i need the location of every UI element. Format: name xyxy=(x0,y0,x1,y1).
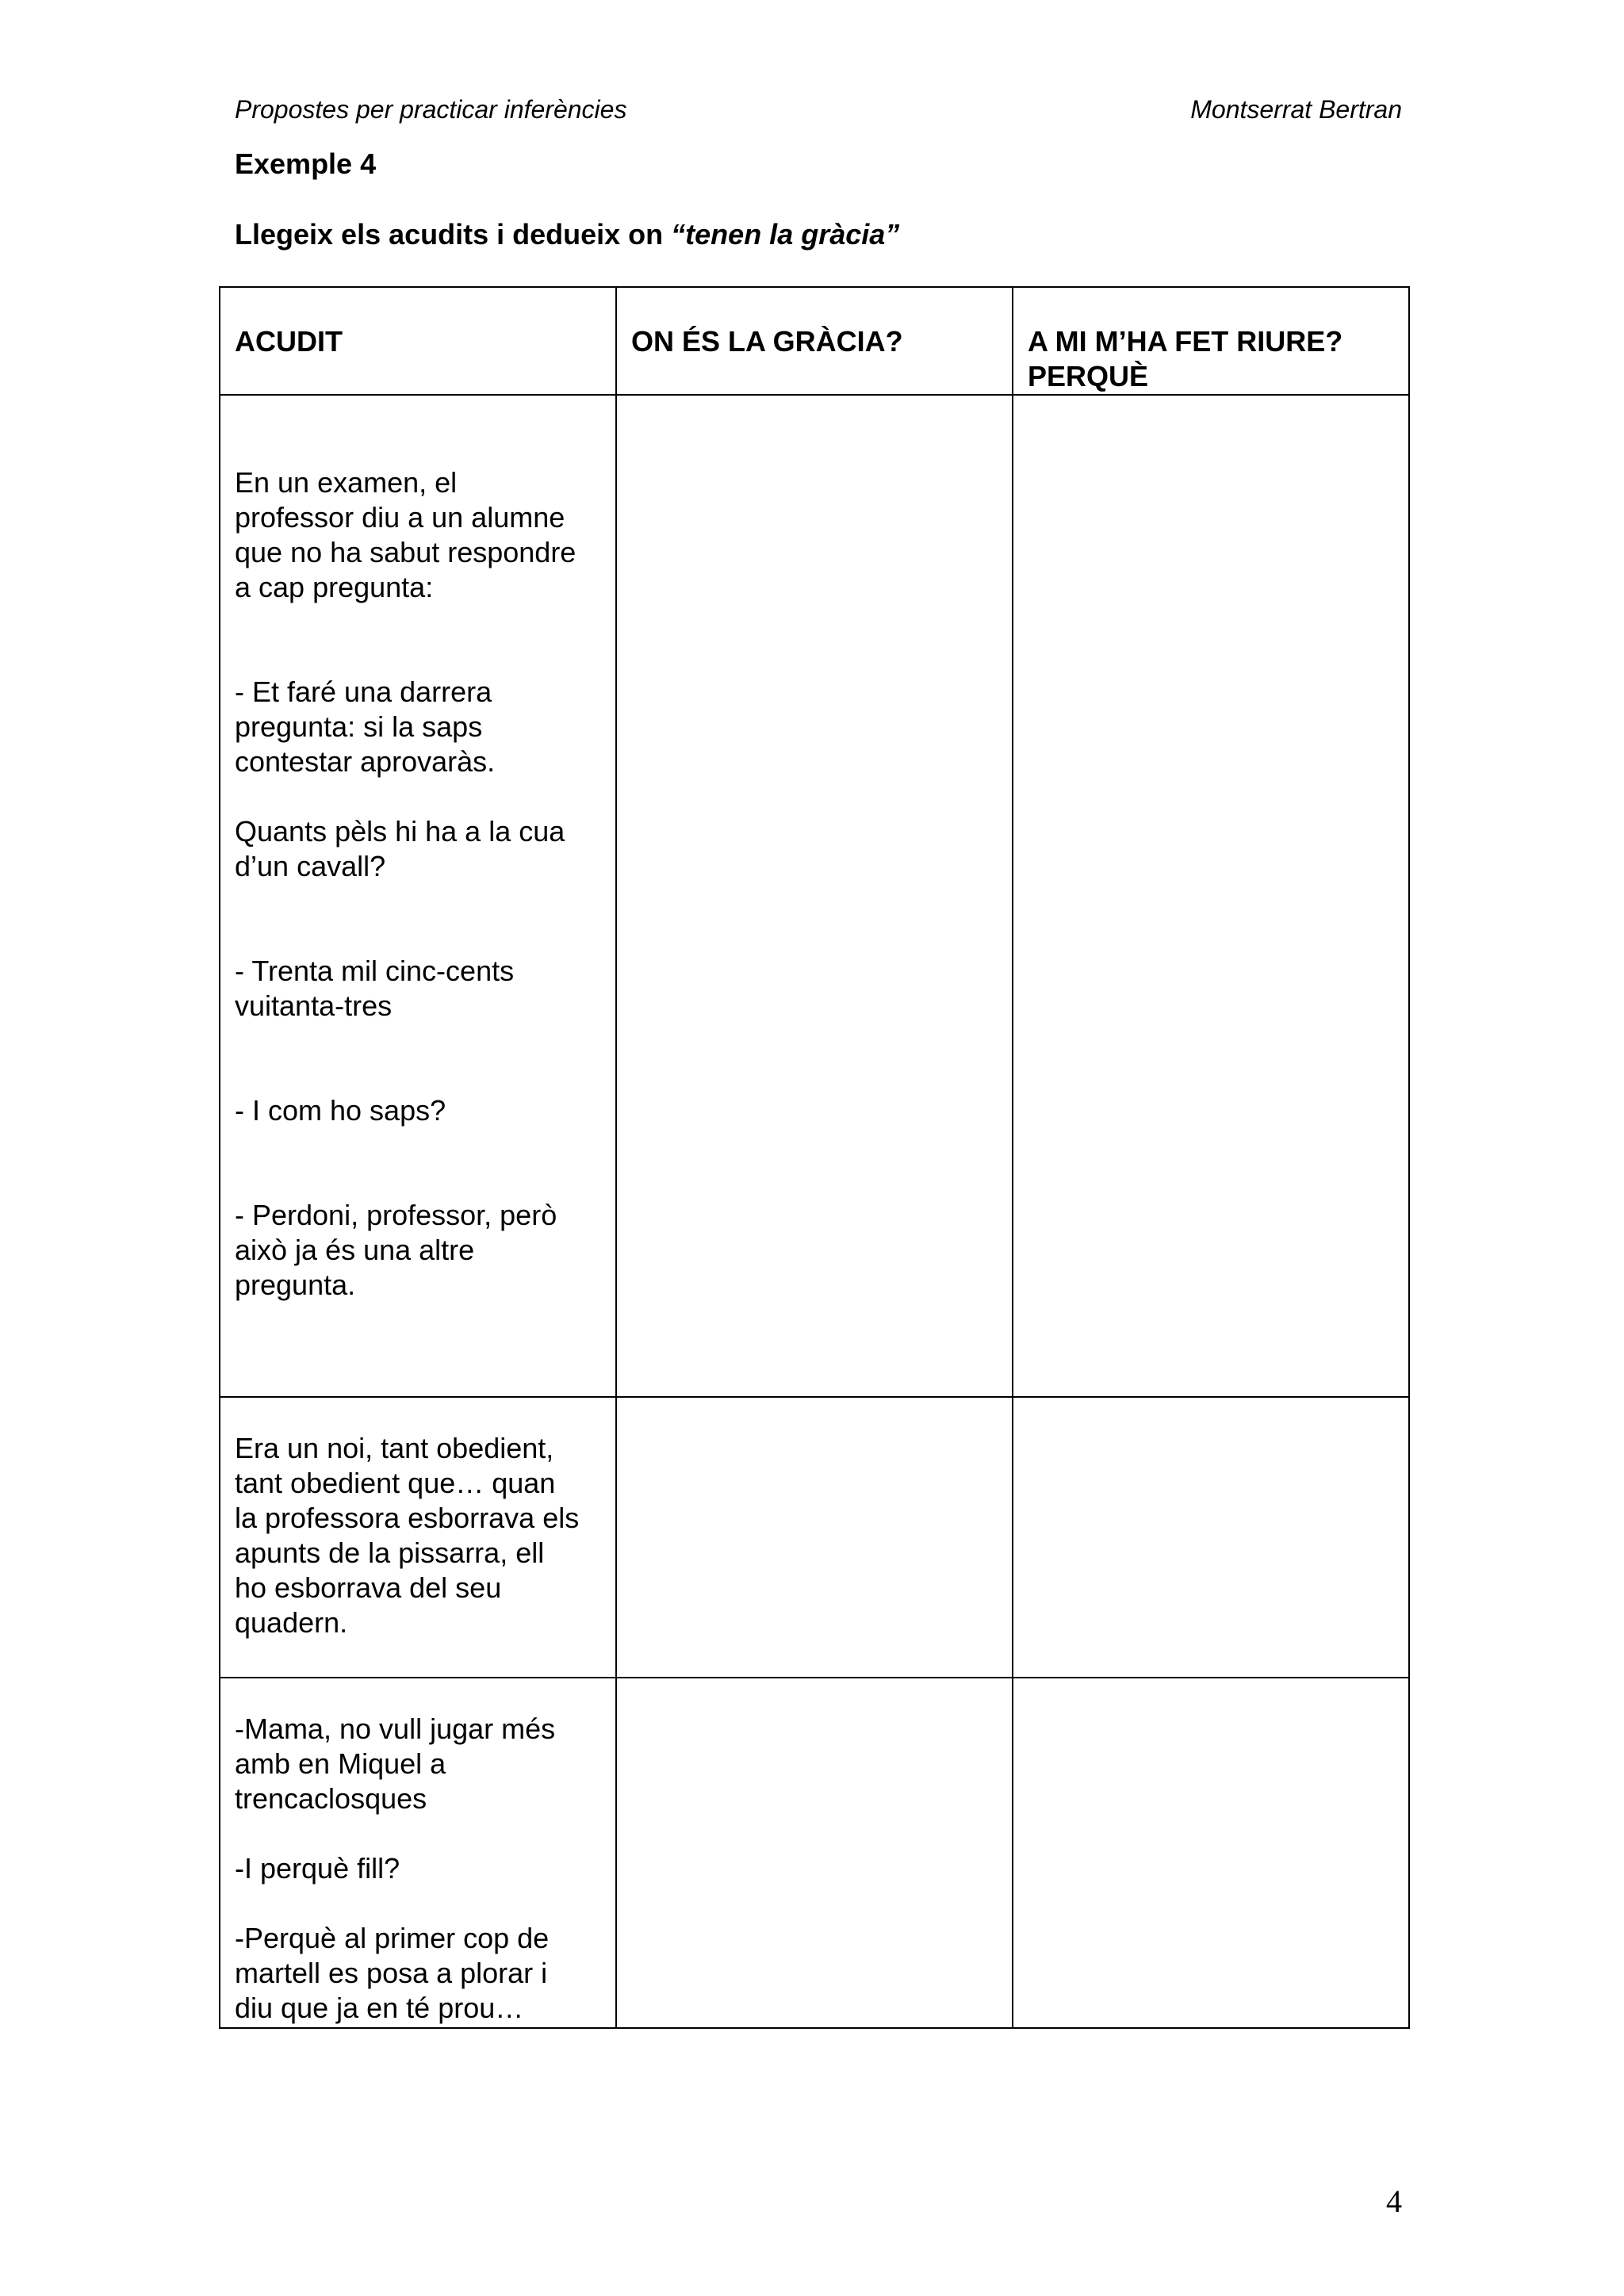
laugh-answer-cell[interactable] xyxy=(1013,1397,1409,1678)
document-header-title: Propostes per practicar inferències xyxy=(235,95,627,124)
joke-cell xyxy=(220,395,616,1397)
instruction-emphasis: “tenen la gràcia” xyxy=(671,218,900,251)
joke-cell xyxy=(220,1397,616,1678)
table-row xyxy=(220,395,1409,1397)
joke-text: -Mama, no vull jugar més amb en Miquel a trencaclosques -I perquè fill? -Perquè al primer cop de martell es posa a plorar i diu que ja en té prou… xyxy=(235,1712,556,2024)
page-number: 4 xyxy=(1386,2183,1402,2219)
column-header-where: ON ÉS LA GRÀCIA? xyxy=(616,287,1013,395)
column-header-laugh: A MI M’HA FET RIURE? PERQUÈ xyxy=(1013,287,1409,395)
table-row xyxy=(220,1678,1409,2028)
instruction-text xyxy=(235,218,899,251)
document-header-author: Montserrat Bertran xyxy=(1190,95,1402,124)
where-answer-cell[interactable] xyxy=(616,1678,1013,2028)
column-header-joke: ACUDIT xyxy=(220,287,616,395)
laugh-answer-cell[interactable] xyxy=(1013,395,1409,1397)
where-answer-cell[interactable] xyxy=(616,1397,1013,1678)
joke-cell xyxy=(220,1678,616,2028)
laugh-answer-cell[interactable] xyxy=(1013,1678,1409,2028)
jokes-table xyxy=(219,286,1410,2029)
where-answer-cell[interactable] xyxy=(616,395,1013,1397)
instruction-main: Llegeix els acudits i dedueix on xyxy=(235,218,672,251)
table-row xyxy=(220,1397,1409,1678)
example-title: Exemple 4 xyxy=(235,147,377,180)
table-header-row xyxy=(220,287,1409,395)
joke-text: Era un noi, tant obedient, tant obedient que… quan la professora esborrava els apunts de la pissarra, ell ho esborrava del seu quadern. xyxy=(235,1432,580,1639)
joke-text: En un examen, el professor diu a un alumne que no ha sabut respondre a cap pregunta: - Et faré una darrera pregunta: si la saps contestar aprovaràs. Quants pèls hi ha a la cua d’un cavall? - Trenta mil cinc-cents vuitanta-tres - I com ho saps? - Perdoni, professor, però això ja és una altre pregunta. xyxy=(235,466,576,1301)
